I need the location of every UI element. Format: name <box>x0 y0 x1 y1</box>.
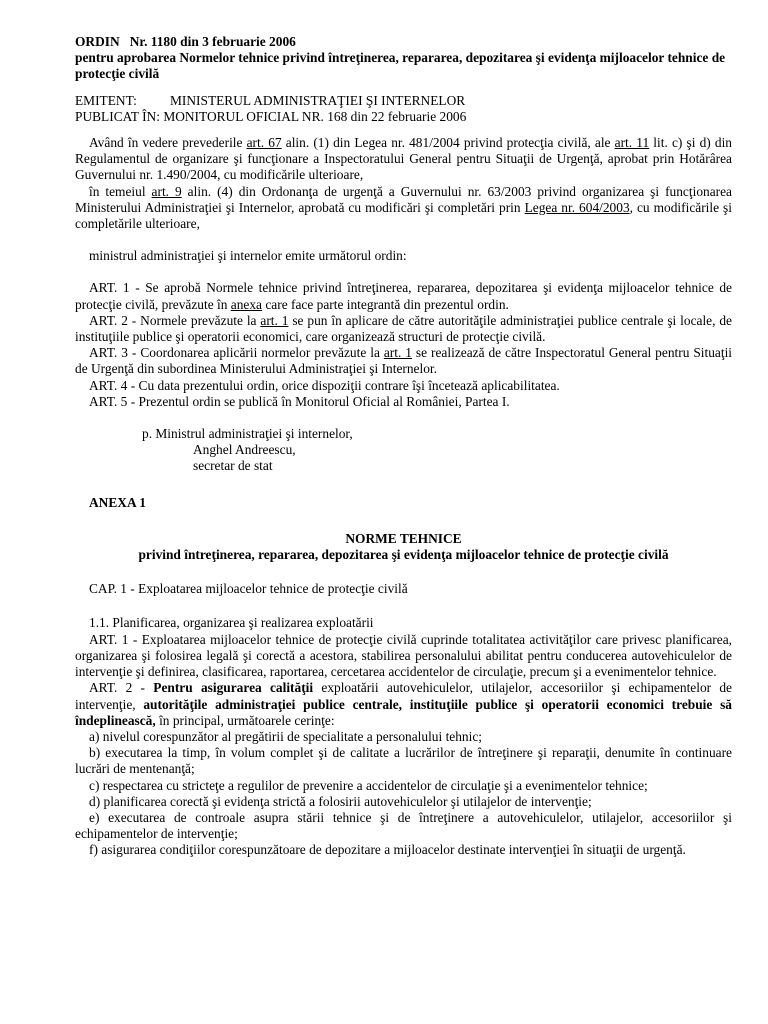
link-art-9[interactable]: art. 9 <box>151 183 182 199</box>
enacting-formula: ministrul administraţiei şi internelor emite următorul ordin: <box>89 248 407 264</box>
preamble-paragraph: în temeiul art. 9 alin. (4) din Ordonanţa de urgenţă a Guvernului nr. 63/2003 privind organizarea şi funcţionarea Ministerului Administraţiei şi Internelor, aprobată cu modificări şi completări prin Legea nr. 604/2003, cu modificările şi completările ulterioare, <box>75 183 732 232</box>
signature-line: p. Ministrul administraţiei şi internelor, <box>142 426 353 442</box>
list-item: b) executarea la timp, în volum complet şi de calitate a lucrărilor de întreţinere şi reparaţii, denumite în continuare lucrări de mentenanţă; <box>75 745 732 777</box>
link-anexa[interactable]: anexa <box>230 296 263 312</box>
article-5: ART. 5 - Prezentul ordin se publică în Monitorul Oficial al României, Partea I. <box>89 393 510 409</box>
emitent-label: EMITENT: <box>75 92 137 108</box>
order-label: ORDIN <box>75 34 120 49</box>
requirements-list <box>75 729 732 859</box>
link-art-1[interactable]: art. 1 <box>383 345 412 361</box>
preamble <box>75 135 732 264</box>
article-3: ART. 3 - Coordonarea aplicării normelor prevăzute la art. 1 se realizează de către Inspectoratul General pentru Situaţii de Urgenţă din subordinea Ministerului Administraţiei şi Internelor. <box>75 345 733 377</box>
article-1: ART. 1 - Se aprobă Normele tehnice privind întreţinerea, repararea, depozitarea şi evidenţa mijloacelor tehnice de protecţie civilă, prevăzute în anexa care face parte integrantă din prezentul ordin. <box>75 280 732 312</box>
order-title: pentru aprobarea Normelor tehnice privind întreţinerea, repararea, depozitarea şi evidenţa mijloacelor tehnice de protecţie civilă <box>75 50 726 82</box>
publicat-value: MONITORUL OFICIAL NR. 168 din 22 februarie 2006 <box>163 108 467 124</box>
signature-role: secretar de stat <box>193 458 273 474</box>
section-heading: 1.1. Planificarea, organizarea şi realizarea exploatării <box>89 615 374 631</box>
link-art-67[interactable]: art. 67 <box>246 135 282 151</box>
signature-name: Anghel Andreescu, <box>193 442 296 458</box>
preamble-paragraph: Având în vedere prevederile art. 67 alin. (1) din Legea nr. 481/2004 privind protecţia civilă, ale art. 11 lit. c) şi d) din Regulamentul de organizare şi funcţionare a Inspectoratului General pentru Situaţii de Urgenţă, aprobat prin Hotărârea Guvernului nr. 1.490/2004, cu modificările ulterioare, <box>75 135 732 183</box>
list-item: f) asigurarea condiţiilor corespunzătoare de depozitare a mijloacelor destinate intervenţiei în situaţii de urgenţă. <box>89 842 686 858</box>
list-item: c) respectarea cu stricteţe a regulilor de prevenire a accidentelor de circulaţie şi a evenimentelor tehnice; <box>89 777 648 793</box>
annex-article-1: ART. 1 - Exploatarea mijloacelor tehnice de protecţie civilă cuprinde totalitatea activităţilor care privesc planificarea, organizarea şi folosirea legală şi corectă a acestora, stabilirea personalului abilitat pentru conducerea autovehiculelor de intervenţie şi definirea, clasificarea, raportarea, cercetarea accidentelor de circulaţie, precum şi a evenimentelor tehnice. <box>75 631 732 680</box>
annex-subtitle: privind întreţinerea, repararea, depozitarea şi evidenţa mijloacelor tehnice de protecţie civilă <box>138 547 669 563</box>
list-item: d) planificarea corectă şi evidenţa strictă a folosirii autovehiculelor şi utilajelor de intervenţie; <box>89 793 592 809</box>
annex-article-2: ART. 2 - Pentru asigurarea calităţii exploatării autovehiculelor, utilajelor, accesoriilor şi echipamentelor de intervenţie, autorităţile administraţiei publice centrale, instituţiile publice şi operatorii economici trebuie să îndeplinească, în principal, următoarele cerinţe: <box>75 680 733 728</box>
publicat-label: PUBLICAT ÎN: <box>75 108 160 124</box>
link-legea-604-2003[interactable]: Legea nr. 604/2003 <box>524 199 630 215</box>
order-number: Nr. 1180 din 3 februarie 2006 <box>129 34 296 49</box>
signature-block <box>75 426 732 475</box>
article-4: ART. 4 - Cu data prezentului ordin, orice dispoziţii contrare îşi încetează aplicabilitatea. <box>89 377 560 393</box>
list-item: a) nivelul corespunzător al pregătirii de specialitate a personalului tehnic; <box>89 728 483 744</box>
order-articles <box>75 280 732 410</box>
publication-info <box>75 93 732 125</box>
annex-label: ANEXA 1 <box>89 494 146 510</box>
list-item: e) executarea de controale asupra stării tehnice şi de întreţinere a autovehiculelor, utilajelor, accesoriilor şi echipamentelor de intervenţie; <box>75 809 732 842</box>
article-2: ART. 2 - Normele prevăzute la art. 1 se pun în aplicare de către autorităţile administraţiei publice centrale şi locale, de instituţiile publice şi operatorii economici, care organizează structuri de protecţie civilă. <box>75 312 733 345</box>
chapter-heading: CAP. 1 - Exploatarea mijloacelor tehnice de protecţie civilă <box>89 581 408 597</box>
annex-title: NORME TEHNICE <box>345 530 462 546</box>
link-art-1[interactable]: art. 1 <box>260 312 289 328</box>
emitent-value: MINISTERUL ADMINISTRAŢIEI ŞI INTERNELOR <box>170 92 466 108</box>
document-page <box>75 34 732 859</box>
order-header <box>75 34 732 83</box>
link-art-11[interactable]: art. 11 <box>614 135 650 151</box>
